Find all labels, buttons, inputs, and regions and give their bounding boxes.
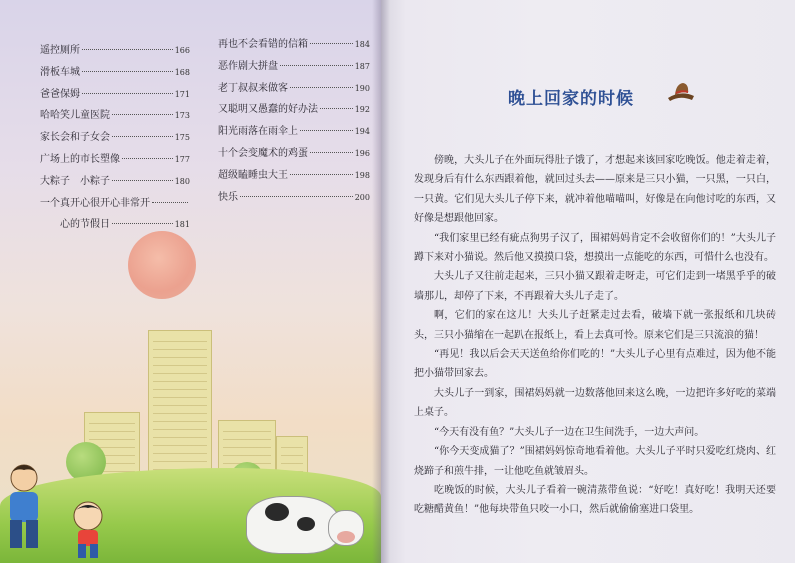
toc-entry-title: 又聪明又愚蠢的好办法	[218, 104, 318, 116]
toc-entry-title: 超级瞌睡虫大王	[218, 169, 288, 181]
toc-leader-dots	[152, 202, 188, 203]
toc-entry-title: 滑板车城	[40, 66, 80, 78]
toc-entry	[40, 40, 190, 62]
toc-entry-page: 175	[174, 133, 190, 143]
toc-entry	[40, 62, 190, 84]
toc-leader-dots	[280, 65, 353, 66]
toc-entry-title: 爸爸保姆	[40, 88, 80, 100]
body-paragraph: “今天有没有鱼？”大头儿子一边在卫生间洗手，一边大声问。	[434, 426, 705, 438]
toc-entry	[218, 56, 370, 78]
toc-entry-page: 192	[354, 105, 370, 115]
toc-entry-title: 快乐	[218, 191, 238, 203]
toc-entry	[218, 143, 370, 165]
toc-entry	[40, 127, 190, 149]
toc-entry-title: 恶作剧大拼盘	[218, 60, 278, 72]
toc-entry	[40, 193, 190, 215]
toc-entry	[218, 99, 370, 121]
toc-entry	[218, 78, 370, 100]
left-page	[0, 0, 381, 563]
toc-leader-dots	[310, 43, 353, 44]
toc-entry	[218, 121, 370, 143]
toc-leader-dots	[320, 108, 353, 109]
cow-illustration	[246, 496, 340, 554]
toc-leader-dots	[122, 158, 173, 159]
toc-entry-title: 十个会变魔术的鸡蛋	[218, 147, 308, 159]
toc-entry-page: 181	[174, 220, 190, 230]
toc-entry	[218, 187, 370, 209]
toc-entry-title: 老丁叔叔来做客	[218, 82, 288, 94]
toc-entry-title: 一个真开心很开心非常开	[40, 197, 150, 209]
toc-entry-page: 173	[174, 111, 190, 121]
toc-leader-dots	[112, 136, 173, 137]
body-paragraph: 啊，它们的家在这儿！大头儿子赶紧走过去看，破墙下就一张报纸和几块砖头，三只小猫缩在一起趴在报纸上，看上去真可怜。原来它们是三只流浪的猫！	[414, 310, 776, 341]
toc-entry-page: 196	[354, 148, 370, 158]
toc-entry-title: 家长会和子女会	[40, 132, 110, 144]
toc-entry	[40, 105, 190, 127]
toc-leader-dots	[290, 174, 353, 175]
toc-leader-dots	[82, 93, 173, 94]
toc-entry-page: 198	[354, 170, 370, 180]
body-paragraph: 傍晚，大头儿子在外面玩得肚子饿了，才想起来该回家吃晚饭。他走着走着，发现身后有什么东西跟着他，就回过头去——原来是三只小猫，一只黑，一只白，一只黄。它们见大头儿子停下来，就冲着他喵喵叫，好像是在向他讨吃的东西，又好像是想跟他回家。	[414, 155, 776, 225]
toc-column-1	[40, 40, 190, 236]
body-paragraph: 吃晚饭的时候，大头儿子看着一碗清蒸带鱼说：“好吃！真好吃！我明天还要吃糖醋黄鱼！”他每块带鱼只咬一小口，然后就偷偷塞进口袋里。	[414, 484, 776, 516]
father-character-illustration	[0, 460, 46, 550]
toc-entry-title: 哈哈笑儿童医院	[40, 110, 110, 122]
toc-leader-dots	[112, 114, 173, 115]
body-paragraph: “再见！我以后会天天送鱼给你们吃的！”大头儿子心里有点难过，因为他不能把小猫带回家去。	[414, 349, 776, 380]
toc-leader-dots	[82, 49, 173, 50]
toc-entry-page: 168	[174, 67, 190, 77]
big-head-son-illustration	[68, 500, 108, 560]
toc-entry-page: 166	[174, 46, 190, 55]
cow-head-illustration	[328, 510, 364, 546]
hat-icon	[666, 80, 696, 104]
right-page	[381, 0, 795, 563]
toc-leader-dots	[112, 180, 173, 181]
toc-entry-title: 阳光雨落在雨伞上	[218, 126, 298, 138]
toc-entry-page: 190	[354, 83, 370, 93]
body-paragraph: “你今天变成猫了？”围裙妈妈惊奇地看着他。大头儿子平时只爱吃红烧肉、红烧蹄子和煎牛排，一让他吃鱼就皱眉头。	[414, 446, 776, 477]
body-paragraph: “我们家里已经有疵点狗男子汉了，围裙妈妈肯定不会收留你们的！”大头儿子蹲下来对小猫说。然后他又摸摸口袋，想摸出一点能吃的东西，可惜什么也没有。	[414, 232, 776, 264]
toc-entry-title: 遥控厕所	[40, 45, 80, 56]
toc-column-2	[218, 34, 370, 208]
toc-entry	[40, 84, 190, 106]
toc-entry-page: 184	[354, 40, 370, 49]
toc-entry-title: 心的节假日	[60, 219, 110, 231]
toc-entry-page: 187	[354, 61, 370, 71]
chapter-body	[414, 151, 776, 520]
toc-leader-dots	[300, 130, 353, 131]
toc-entry-page: 171	[174, 89, 190, 99]
toc-entry-title: 大粽子 小粽子	[40, 175, 110, 187]
toc-entry	[218, 34, 370, 56]
chapter-title: 晚上回家的时候	[508, 89, 634, 109]
toc-entry	[218, 165, 370, 187]
book-gutter	[372, 0, 390, 563]
body-paragraph: 大头儿子又往前走起来，三只小猫又跟着走呀走，可它们走到一堵黑乎乎的破墙那儿，却停了下来，不再跟着大头儿子走了。	[414, 271, 776, 302]
toc-entry	[40, 171, 190, 193]
body-paragraph: 大头儿子一到家，围裙妈妈就一边数落他回来这么晚，一边把许多好吃的菜端上桌子。	[414, 387, 776, 419]
toc-leader-dots	[290, 87, 353, 88]
toc-entry-page: 200	[354, 192, 370, 202]
toc-leader-dots	[240, 196, 353, 197]
toc-entry	[40, 149, 190, 171]
toc-leader-dots	[112, 223, 173, 224]
toc-entry-page: 177	[174, 154, 190, 164]
toc-leader-dots	[310, 152, 353, 153]
toc-entry-page: 180	[174, 176, 190, 186]
sun-illustration	[128, 231, 196, 299]
toc-entry-title: 再也不会看错的信箱	[218, 39, 308, 50]
toc-leader-dots	[82, 71, 173, 72]
toc-entry-page: 194	[354, 127, 370, 137]
toc-entry-title: 广场上的市长塑像	[40, 153, 120, 165]
